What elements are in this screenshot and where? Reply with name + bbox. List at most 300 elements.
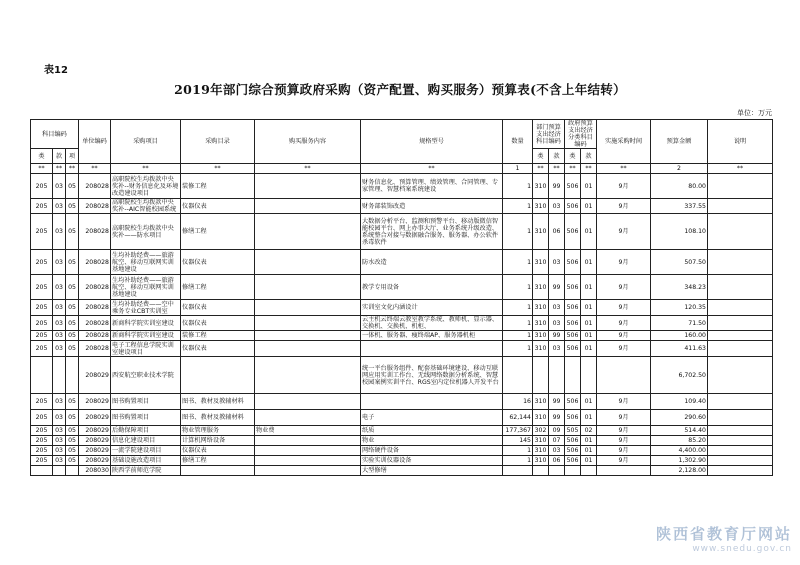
cell-kuan: 03	[53, 316, 66, 331]
cell-catalog: 仪器仪表	[181, 316, 255, 331]
cell-time: 9月	[597, 410, 651, 426]
cell-spec: 防水改造	[361, 250, 503, 275]
cell-lei: 205	[31, 331, 53, 341]
watermark	[656, 523, 792, 554]
cell-time: 9月	[597, 174, 651, 199]
cell-xiang: 05	[66, 174, 79, 199]
table-row	[31, 331, 773, 341]
header-subject-code: 科目编码	[31, 120, 79, 149]
cell-kuan: 03	[53, 174, 66, 199]
cell-project: 一流学院建设项目	[111, 446, 181, 456]
table-row	[31, 199, 773, 214]
cell-qty	[503, 357, 533, 394]
cell-dept-lei: 310	[533, 436, 549, 446]
cell-kuan: 03	[53, 300, 66, 316]
cell-dept-lei: 310	[533, 199, 549, 214]
marker-cell: **	[549, 164, 565, 174]
cell-project: 高职院校生均拨款中央奖补——防水项目	[111, 214, 181, 250]
cell-service	[255, 446, 361, 456]
cell-gov-kuan: 01	[581, 394, 597, 410]
cell-unit-code: 208029	[79, 394, 111, 410]
cell-gov-lei: 506	[565, 214, 581, 250]
cell-gov-lei: 506	[565, 250, 581, 275]
cell-xiang: 05	[66, 394, 79, 410]
cell-xiang: 05	[66, 410, 79, 426]
unit-label: 单位：万元	[737, 109, 772, 117]
cell-xiang: 05	[66, 331, 79, 341]
cell-dept-kuan: 99	[549, 410, 565, 426]
cell-note	[708, 199, 773, 214]
cell-kuan: 03	[53, 214, 66, 250]
cell-unit-code: 208029	[79, 436, 111, 446]
cell-note	[708, 316, 773, 331]
table-row	[31, 300, 773, 316]
cell-service	[255, 250, 361, 275]
cell-dept-lei: 310	[533, 300, 549, 316]
cell-project: 高职院校生均拨款中央奖补--AIC智能校园系统	[111, 199, 181, 214]
table-row	[31, 341, 773, 357]
cell-gov-lei	[565, 357, 581, 394]
cell-unit-code: 208028	[79, 214, 111, 250]
cell-catalog: 计算机网络设备	[181, 436, 255, 446]
cell-amount: 4,400.00	[651, 446, 708, 456]
cell-dept-kuan: 03	[549, 250, 565, 275]
table-row	[31, 466, 773, 476]
cell-kuan	[53, 466, 66, 476]
marker-cell: **	[361, 164, 503, 174]
cell-lei: 205	[31, 446, 53, 456]
cell-catalog	[181, 466, 255, 476]
cell-catalog: 装修工程	[181, 174, 255, 199]
cell-note	[708, 275, 773, 300]
cell-service	[255, 394, 361, 410]
cell-spec	[361, 341, 503, 357]
cell-amount: 71.50	[651, 316, 708, 331]
cell-catalog: 装修工程	[181, 331, 255, 341]
table-tag: 表12	[44, 65, 68, 76]
cell-amount: 160.00	[651, 331, 708, 341]
cell-gov-lei	[565, 466, 581, 476]
cell-amount: 120.35	[651, 300, 708, 316]
cell-xiang: 05	[66, 316, 79, 331]
cell-amount: 348.23	[651, 275, 708, 300]
cell-time: 9月	[597, 456, 651, 466]
cell-time: 9月	[597, 426, 651, 436]
cell-project: 新商科学院实训室建设	[111, 331, 181, 341]
cell-unit-code: 208029	[79, 426, 111, 436]
cell-spec: 财务部装饰改造	[361, 199, 503, 214]
cell-time: 9月	[597, 300, 651, 316]
cell-service	[255, 410, 361, 426]
cell-project: 陕西学前师范学院	[111, 466, 181, 476]
cell-time: 9月	[597, 250, 651, 275]
cell-lei: 205	[31, 316, 53, 331]
cell-gov-kuan: 01	[581, 250, 597, 275]
cell-note	[708, 357, 773, 394]
cell-qty: 1	[503, 250, 533, 275]
cell-service	[255, 214, 361, 250]
cell-lei: 205	[31, 426, 53, 436]
cell-spec: 教学专用设备	[361, 275, 503, 300]
cell-dept-lei: 310	[533, 394, 549, 410]
cell-spec	[361, 394, 503, 410]
cell-dept-lei: 310	[533, 331, 549, 341]
cell-time	[597, 357, 651, 394]
table-row	[31, 214, 773, 250]
table-row	[31, 174, 773, 199]
marker-cell: **	[708, 164, 773, 174]
cell-dept-kuan: 03	[549, 300, 565, 316]
marker-cell: **	[79, 164, 111, 174]
marker-cell: **	[565, 164, 581, 174]
cell-unit-code: 208028	[79, 300, 111, 316]
cell-unit-code: 208029	[79, 456, 111, 466]
header-note: 说明	[708, 120, 773, 164]
watermark-url: www.snedu.gov.cn	[692, 544, 792, 554]
cell-kuan: 03	[53, 394, 66, 410]
cell-dept-lei	[533, 466, 549, 476]
cell-service	[255, 341, 361, 357]
header-catalog: 采购目录	[181, 120, 255, 164]
cell-note	[708, 174, 773, 199]
header-unit-code: 单位编码	[79, 120, 111, 164]
watermark-name: 陕西省教育厅网站	[655, 525, 792, 543]
cell-gov-kuan: 01	[581, 410, 597, 426]
cell-lei: 205	[31, 410, 53, 426]
cell-gov-lei: 506	[565, 410, 581, 426]
cell-xiang: 05	[66, 300, 79, 316]
cell-unit-code: 208028	[79, 316, 111, 331]
cell-note	[708, 446, 773, 456]
cell-qty: 145	[503, 436, 533, 446]
cell-project: 生均补助经费——旅游航空、移动互联网实训基地建设	[111, 275, 181, 300]
cell-service	[255, 466, 361, 476]
cell-time: 9月	[597, 275, 651, 300]
cell-unit-code: 208030	[79, 466, 111, 476]
cell-catalog: 修缮工程	[181, 214, 255, 250]
cell-time: 9月	[597, 331, 651, 341]
cell-kuan	[53, 357, 66, 394]
cell-dept-kuan: 99	[549, 275, 565, 300]
cell-xiang: 05	[66, 275, 79, 300]
cell-dept-kuan: 99	[549, 394, 565, 410]
cell-catalog: 物业管理服务	[181, 426, 255, 436]
cell-qty: 1	[503, 275, 533, 300]
cell-project: 新商科学院实训室建设	[111, 316, 181, 331]
cell-project: 西安航空职业技术学院	[111, 357, 181, 394]
cell-qty: 177,367	[503, 426, 533, 436]
cell-service	[255, 456, 361, 466]
cell-dept-lei: 302	[533, 426, 549, 436]
cell-kuan: 03	[53, 436, 66, 446]
header-amount: 预算金额	[651, 120, 708, 164]
cell-dept-lei: 310	[533, 446, 549, 456]
cell-service	[255, 331, 361, 341]
header-project: 采购项目	[111, 120, 181, 164]
header-dept-kuan: 款	[549, 149, 565, 164]
cell-dept-kuan: 09	[549, 426, 565, 436]
cell-dept-lei: 310	[533, 341, 549, 357]
header-kuan: 款	[53, 149, 66, 164]
cell-lei: 205	[31, 456, 53, 466]
cell-time: 9月	[597, 436, 651, 446]
cell-service	[255, 275, 361, 300]
table-row	[31, 436, 773, 446]
cell-unit-code: 208029	[79, 357, 111, 394]
cell-project: 图书购置项目	[111, 394, 181, 410]
marker-cell: 2	[651, 164, 708, 174]
cell-qty: 1	[503, 214, 533, 250]
cell-qty: 1	[503, 174, 533, 199]
marker-cell: **	[66, 164, 79, 174]
cell-service	[255, 174, 361, 199]
table-row	[31, 357, 773, 394]
cell-qty: 62,144	[503, 410, 533, 426]
cell-dept-kuan: 03	[549, 199, 565, 214]
table-row	[31, 456, 773, 466]
cell-dept-kuan: 06	[549, 214, 565, 250]
cell-catalog: 仪器仪表	[181, 446, 255, 456]
cell-amount: 411.63	[651, 341, 708, 357]
cell-catalog: 仪器仪表	[181, 341, 255, 357]
cell-xiang	[66, 466, 79, 476]
cell-amount: 108.10	[651, 214, 708, 250]
cell-lei	[31, 466, 53, 476]
cell-gov-kuan: 02	[581, 426, 597, 436]
cell-catalog	[181, 357, 255, 394]
cell-gov-kuan	[581, 466, 597, 476]
cell-gov-lei: 506	[565, 300, 581, 316]
cell-service	[255, 357, 361, 394]
cell-unit-code: 208028	[79, 331, 111, 341]
cell-gov-kuan: 01	[581, 331, 597, 341]
cell-spec: 实验实训仪器设备	[361, 456, 503, 466]
cell-kuan: 03	[53, 456, 66, 466]
cell-amount: 6,702.50	[651, 357, 708, 394]
cell-service: 物业费	[255, 426, 361, 436]
cell-spec: 实训室文化内涵设计	[361, 300, 503, 316]
header-gov-kuan: 款	[581, 149, 597, 164]
cell-dept-kuan: 99	[549, 331, 565, 341]
cell-qty: 1	[503, 316, 533, 331]
cell-project: 后勤保障项目	[111, 426, 181, 436]
cell-time: 9月	[597, 394, 651, 410]
cell-xiang: 05	[66, 446, 79, 456]
cell-dept-lei	[533, 357, 549, 394]
cell-catalog: 仪器仪表	[181, 199, 255, 214]
cell-time: 9月	[597, 316, 651, 331]
cell-dept-kuan: 03	[549, 341, 565, 357]
cell-spec: 统一平台服务组件、配套基础环境建设、移动互联网应用实训工作台、无线网络数据分析系统、智慧校园案例实训平台、RGS室内定位机器人开发平台	[361, 357, 503, 394]
cell-gov-kuan: 01	[581, 341, 597, 357]
marker-cell: **	[111, 164, 181, 174]
cell-kuan: 03	[53, 199, 66, 214]
cell-dept-lei: 310	[533, 275, 549, 300]
cell-lei	[31, 357, 53, 394]
budget-table	[30, 119, 773, 476]
cell-note	[708, 341, 773, 357]
cell-dept-lei: 310	[533, 174, 549, 199]
cell-project: 信息化建设项目	[111, 436, 181, 446]
cell-lei: 205	[31, 394, 53, 410]
table-row	[31, 410, 773, 426]
cell-amount: 1,302.90	[651, 456, 708, 466]
cell-service	[255, 316, 361, 331]
cell-time: 9月	[597, 446, 651, 456]
cell-note	[708, 426, 773, 436]
cell-dept-kuan: 99	[549, 174, 565, 199]
marker-cell: **	[31, 164, 53, 174]
cell-lei: 205	[31, 341, 53, 357]
cell-gov-kuan: 01	[581, 275, 597, 300]
cell-qty: 1	[503, 446, 533, 456]
cell-qty: 16	[503, 394, 533, 410]
cell-qty: 1	[503, 331, 533, 341]
cell-amount: 514.40	[651, 426, 708, 436]
cell-qty	[503, 466, 533, 476]
table-row	[31, 250, 773, 275]
cell-gov-lei: 506	[565, 341, 581, 357]
cell-gov-lei: 505	[565, 426, 581, 436]
cell-gov-lei: 506	[565, 331, 581, 341]
cell-gov-lei: 506	[565, 456, 581, 466]
marker-cell: **	[255, 164, 361, 174]
cell-project: 生均补助经费——空中乘务专业CBT实训室	[111, 300, 181, 316]
cell-gov-kuan: 01	[581, 456, 597, 466]
cell-kuan: 03	[53, 275, 66, 300]
cell-lei: 205	[31, 250, 53, 275]
cell-lei: 205	[31, 214, 53, 250]
header-service: 购买服务内容	[255, 120, 361, 164]
cell-dept-lei: 310	[533, 316, 549, 331]
cell-qty: 1	[503, 300, 533, 316]
cell-xiang: 05	[66, 341, 79, 357]
cell-time: 9月	[597, 199, 651, 214]
cell-lei: 205	[31, 174, 53, 199]
cell-gov-lei: 506	[565, 174, 581, 199]
cell-time	[597, 466, 651, 476]
header-row-1	[31, 120, 773, 149]
cell-unit-code: 208028	[79, 250, 111, 275]
table-row	[31, 316, 773, 331]
cell-gov-lei: 506	[565, 394, 581, 410]
cell-amount: 85.20	[651, 436, 708, 446]
cell-kuan: 03	[53, 446, 66, 456]
cell-xiang	[66, 357, 79, 394]
cell-service	[255, 436, 361, 446]
cell-spec: 物业	[361, 436, 503, 446]
cell-gov-lei: 506	[565, 436, 581, 446]
cell-gov-lei: 506	[565, 316, 581, 331]
cell-note	[708, 331, 773, 341]
marker-row	[31, 164, 773, 174]
cell-project: 图书购置项目	[111, 410, 181, 426]
table-row	[31, 394, 773, 410]
table-row	[31, 426, 773, 436]
cell-dept-kuan: 07	[549, 436, 565, 446]
cell-xiang: 05	[66, 214, 79, 250]
cell-amount: 337.55	[651, 199, 708, 214]
header-dept-budget: 部门预算支出经济科目编码	[533, 120, 565, 149]
cell-note	[708, 214, 773, 250]
cell-catalog: 仪器仪表	[181, 300, 255, 316]
cell-time: 9月	[597, 341, 651, 357]
cell-amount: 2,128.00	[651, 466, 708, 476]
cell-kuan: 03	[53, 250, 66, 275]
cell-dept-lei: 310	[533, 214, 549, 250]
cell-qty: 1	[503, 199, 533, 214]
cell-dept-kuan	[549, 466, 565, 476]
cell-unit-code: 208028	[79, 174, 111, 199]
cell-xiang: 05	[66, 199, 79, 214]
marker-cell: 1	[503, 164, 533, 174]
cell-dept-kuan: 06	[549, 456, 565, 466]
header-spec: 规格型号	[361, 120, 503, 164]
cell-gov-kuan: 01	[581, 174, 597, 199]
marker-cell: **	[581, 164, 597, 174]
cell-time: 9月	[597, 214, 651, 250]
cell-unit-code: 208028	[79, 199, 111, 214]
cell-spec: 财务信息化、预算管理、绩效管理、合同管理、专家管理、智慧档案系统建设	[361, 174, 503, 199]
cell-catalog: 图书、教材及教辅材料	[181, 394, 255, 410]
cell-qty: 1	[503, 456, 533, 466]
page-title: 2019年部门综合预算政府采购（资产配置、购买服务）预算表(不含上年结转）	[174, 82, 626, 97]
cell-unit-code: 208028	[79, 341, 111, 357]
cell-lei: 205	[31, 436, 53, 446]
cell-xiang: 05	[66, 456, 79, 466]
cell-xiang: 05	[66, 250, 79, 275]
cell-kuan: 03	[53, 331, 66, 341]
cell-spec: 一体机、服务器、瘦终端AP、服务器机柜	[361, 331, 503, 341]
marker-cell: **	[181, 164, 255, 174]
cell-unit-code: 208029	[79, 446, 111, 456]
cell-gov-kuan	[581, 357, 597, 394]
marker-cell: **	[533, 164, 549, 174]
cell-lei: 205	[31, 199, 53, 214]
cell-dept-lei: 310	[533, 250, 549, 275]
cell-dept-kuan: 03	[549, 446, 565, 456]
cell-amount: 507.50	[651, 250, 708, 275]
cell-catalog: 修缮工程	[181, 275, 255, 300]
table-row	[31, 446, 773, 456]
cell-dept-lei: 310	[533, 410, 549, 426]
cell-dept-kuan: 03	[549, 316, 565, 331]
cell-gov-kuan: 01	[581, 214, 597, 250]
cell-spec: 纸质	[361, 426, 503, 436]
table-row	[31, 275, 773, 300]
cell-spec: 大型修缮	[361, 466, 503, 476]
cell-gov-kuan: 01	[581, 199, 597, 214]
cell-amount: 109.40	[651, 394, 708, 410]
cell-note	[708, 300, 773, 316]
cell-xiang: 05	[66, 426, 79, 436]
cell-spec: 大数据分析平台、监测和预警平台、移动版微信智能校园平台、网上办事大厅、业务系统升级改造、系统整合对接与数据融合服务、服务器、办公软件杀毒软件	[361, 214, 503, 250]
cell-qty: 1	[503, 341, 533, 357]
cell-spec: 网络硬件设备	[361, 446, 503, 456]
marker-cell: **	[597, 164, 651, 174]
cell-dept-kuan	[549, 357, 565, 394]
cell-note	[708, 410, 773, 426]
cell-unit-code: 208029	[79, 410, 111, 426]
cell-gov-lei: 506	[565, 199, 581, 214]
cell-note	[708, 436, 773, 446]
cell-gov-kuan: 01	[581, 446, 597, 456]
cell-catalog: 修缮工程	[181, 456, 255, 466]
cell-gov-lei: 506	[565, 275, 581, 300]
cell-service	[255, 199, 361, 214]
cell-gov-lei: 506	[565, 446, 581, 456]
header-lei: 类	[31, 149, 53, 164]
